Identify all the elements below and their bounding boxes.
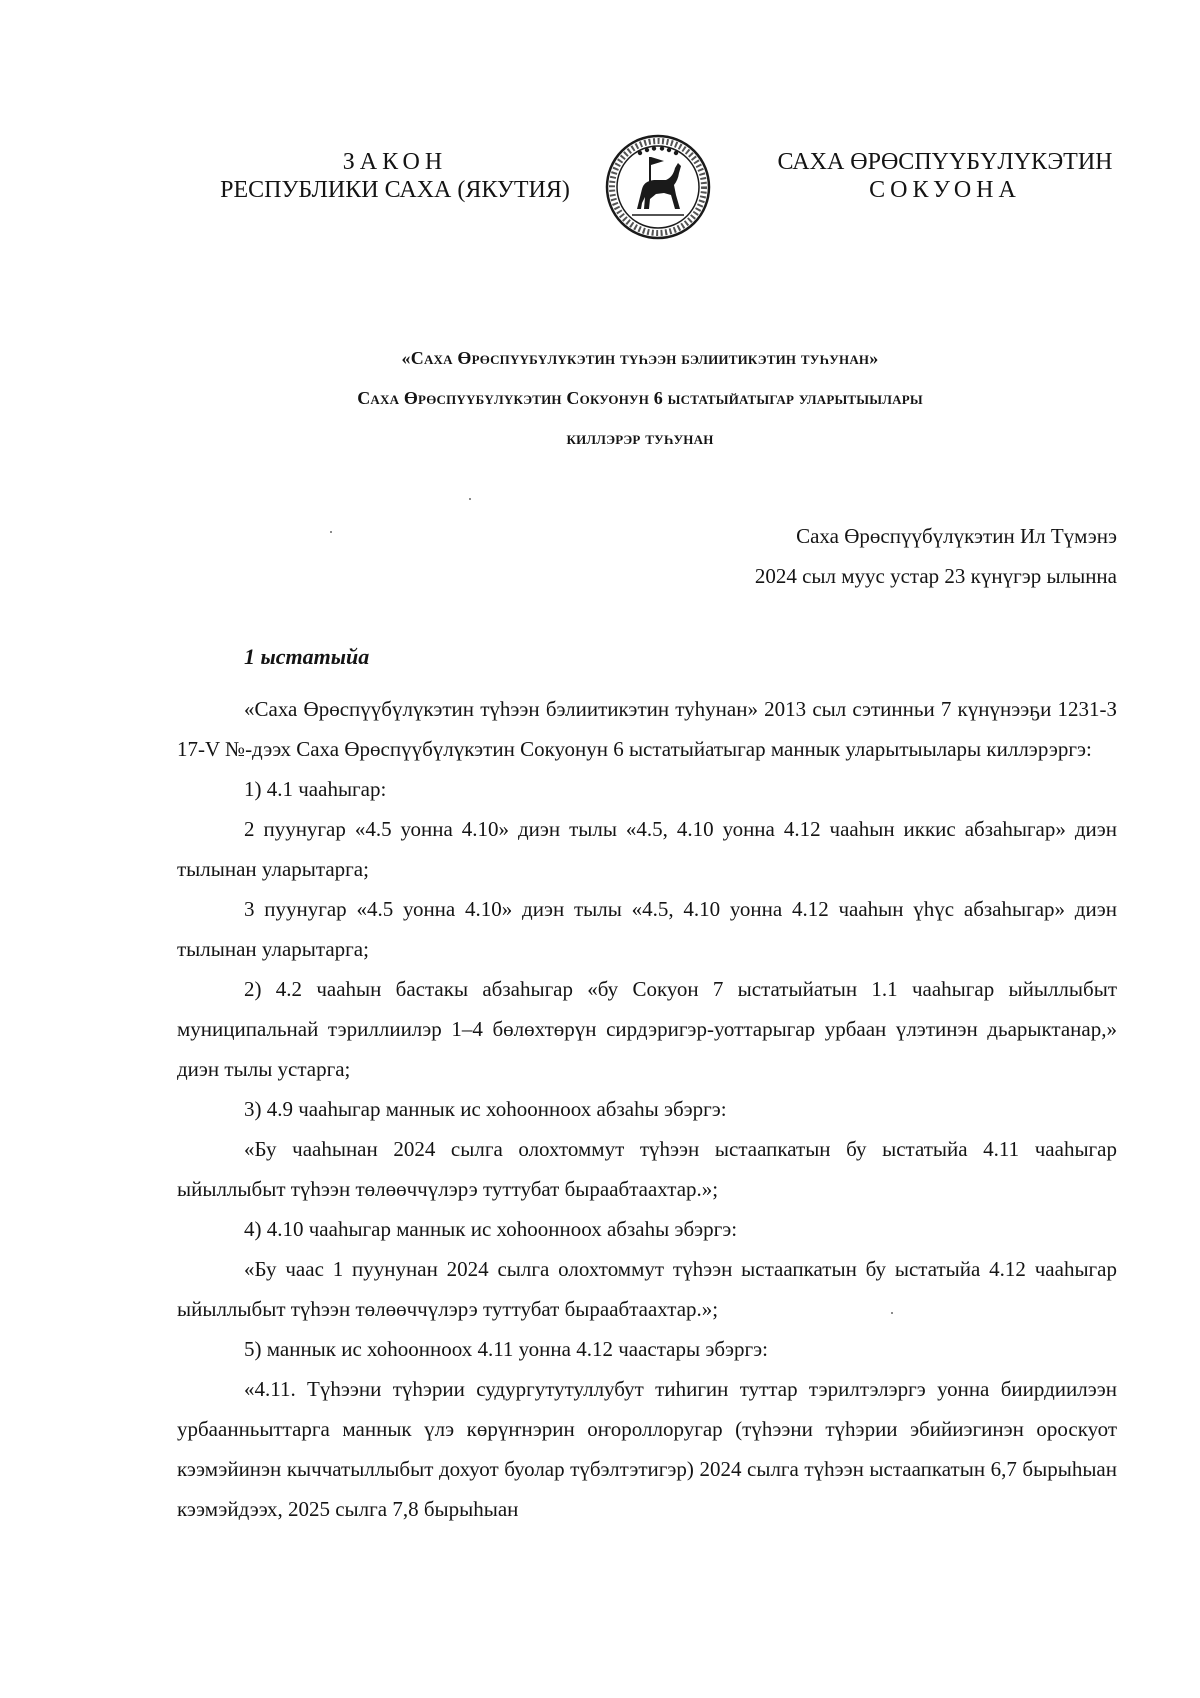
paragraph: 1) 4.1 чааһыгар: bbox=[244, 777, 387, 801]
article-heading: 1 ыстатыйа bbox=[244, 644, 370, 669]
title-line2: Саха Өрөспүүбүлүкэтин Сокуонун 6 ыстатыйатыгар уларытыылары bbox=[357, 388, 923, 408]
paragraph: «Бу чаас 1 пуунунан 2024 сылга олохтоммут түһээн ыстаапкатын бу ыстатыйа 4.12 чааһыгар ыйыллыбыт түһээн төлөөччүлэрэ туттубат быраабтаахтар.»; bbox=[177, 1257, 1117, 1321]
paragraph: 2 пуунугар «4.5 уонна 4.10» диэн тылы «4.5, 4.10 уонна 4.12 чааһын иккис абзаһыгар» диэн тылынан уларытарга; bbox=[177, 817, 1117, 881]
header-right-line2: СОКУОНА bbox=[869, 177, 1021, 203]
scan-speck bbox=[330, 531, 332, 533]
adoption-date: 2024 сыл муус устар 23 күнүгэр ылынна bbox=[754, 564, 1117, 588]
paragraph: 3 пуунугар «4.5 уонна 4.10» диэн тылы «4.5, 4.10 уонна 4.12 чааһын үһүс абзаһыгар» диэн тылынан уларытарга; bbox=[177, 897, 1117, 961]
paragraph: 4) 4.10 чааһыгар маннык ис хоһоонноох абзаһы эбэргэ: bbox=[244, 1217, 738, 1241]
title-line1: «Саха Өрөспүүбүлүкэтин түһээн бэлиитикэтин туһунан» bbox=[401, 348, 879, 368]
paragraph: «Саха Өрөспүүбүлүкэтин түһээн бэлиитикэтин туһунан» 2013 сыл сэтинньи 7 күнүнээҕи 1231-З 17-V №-дээх Саха Өрөспүүбүлүкэтин Сокуонун 6 ыстатыйатыгар маннык уларытыылары киллэрэргэ: bbox=[177, 697, 1117, 761]
header-right-line1: САХА ӨРӨСПҮҮБҮЛҮКЭТИН bbox=[777, 149, 1113, 175]
header-right bbox=[760, 148, 1130, 204]
scan-speck bbox=[469, 498, 471, 500]
adopting-body: Саха Өрөспүүбүлүкэтин Ил Түмэнэ bbox=[796, 524, 1117, 548]
coat-of-arms-emblem-icon bbox=[604, 133, 712, 241]
paragraph: 5) маннык ис хоһоонноох 4.11 уонна 4.12 чаастары эбэргэ: bbox=[244, 1337, 769, 1361]
title-line3: киллэрэр туһунан bbox=[566, 428, 714, 448]
header-left-line1: ЗАКОН bbox=[342, 149, 448, 175]
paragraph: 2) 4.2 чааһын бастакы абзаһыгар «бу Сокуон 7 ыстатыйатын 1.1 чааһыгар ыйыллыбыт муниципальнай тэриллиилэр 1–4 бөлөхтөрүн сирдэригэр-уоттарыгар урбаан үлэтинэн дьарыктанар,» диэн тылы устарга; bbox=[177, 977, 1117, 1081]
article-body bbox=[177, 689, 1117, 1529]
header-left bbox=[205, 148, 585, 204]
paragraph: «4.11. Түһээни түһэрии судургутутуллубут тиһигин туттар тэрилтэлэргэ уонна биирдиилээн урбаанньыттарга маннык үлэ көрүҥнэрин оҥороллоругар (түһээни түһэрии эбийиэгинэн ороскуот кээмэйинэн кыччатыллыбыт дохуот буолар түбэлтэтигэр) 2024 сылга түһээн ыстаапкатын 6,7 бырыһыан кээмэйдээх, 2025 сылга 7,8 бырыһыан bbox=[177, 1377, 1117, 1521]
paragraph: «Бу чааһынан 2024 сылга олохтоммут түһээн ыстаапкатын бу ыстатыйа 4.11 чааһыгар ыйыллыбыт түһээн төлөөччүлэрэ туттубат быраабтаахтар.»; bbox=[177, 1137, 1117, 1201]
adoption-block bbox=[755, 516, 1117, 596]
paragraph: 3) 4.9 чааһыгар маннык ис хоһоонноох абзаһы эбэргэ: bbox=[244, 1097, 727, 1121]
document-title bbox=[180, 338, 1100, 458]
header-left-line2: РЕСПУБЛИКИ САХА (ЯКУТИЯ) bbox=[220, 177, 570, 203]
